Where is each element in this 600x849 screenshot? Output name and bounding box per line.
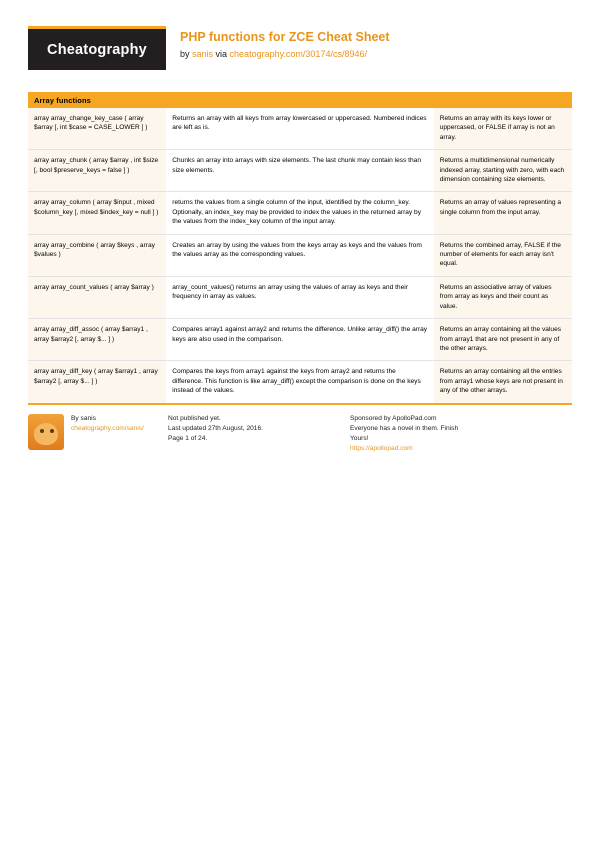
cell-signature: array array_chunk ( array $array , int $size [, bool $preserve_keys = false ] ) [28,150,166,192]
footer-author-text [71,414,144,454]
cell-description: array_count_values() returns an array using the values of array as keys and their frequency in array as values. [166,276,433,318]
sponsor-prefix: Sponsored by [350,414,393,422]
sponsor-link[interactable]: https://apollopad.com [350,444,413,452]
byline-prefix: by [180,49,193,59]
sponsor-line [350,414,540,424]
table-row [28,276,572,318]
publish-status: Not published yet. [168,414,221,422]
cell-returns: Returns an array containing all the values from array1 that are not present in any of the other arrays. [434,319,572,361]
page-number: Page 1 of 24. [168,434,208,442]
cell-signature: array array_diff_key ( array $array1 , array $array2 [, array $... ] ) [28,361,166,404]
last-updated: Last updated 27th August, 2016. [168,424,263,432]
footer-author-link[interactable]: cheatography.com/sanis/ [71,424,144,432]
cell-description: Creates an array by using the values from the keys array as keys and the values from the values array as the corresponding values. [166,234,433,276]
title-block [180,26,390,60]
footer-author-name: By sanis [71,414,96,422]
avatar [28,414,64,450]
table-row [28,192,572,234]
table-row [28,319,572,361]
cell-description: Returns an array with all keys from array lowercased or uppercased. Numbered indices are left as is. [166,108,433,150]
cell-signature: array array_column ( array $input , mixed $column_key [, mixed $index_key = null ] ) [28,192,166,234]
sponsor-tagline-1: Everyone has a novel in them. Finish [350,424,459,432]
sponsor-name: ApolloPad.com [392,414,437,422]
table-row [28,234,572,276]
cell-returns: Returns the combined array, FALSE if the number of elements for each array isn't equal. [434,234,572,276]
table-row [28,108,572,150]
byline [180,48,390,60]
cell-description: Chunks an array into arrays with size elements. The last chunk may contain less than size elements. [166,150,433,192]
array-functions-table [28,108,572,405]
footer-author-block [28,414,168,454]
cell-returns: Returns an array containing all the entries from array1 whose keys are not present in any of the other arrays. [434,361,572,404]
cell-signature: array array_count_values ( array $array ) [28,276,166,318]
footer-publish-block [168,414,350,454]
byline-via: via [213,49,230,59]
cell-signature: array array_change_key_case ( array $array [, int $case = CASE_LOWER ] ) [28,108,166,150]
table-row [28,150,572,192]
source-url-link[interactable]: cheatography.com/30174/cs/8946/ [229,49,367,59]
author-link[interactable]: sanis [192,49,214,59]
cell-description: Compares array1 against array2 and returns the difference. Unlike array_diff() the array keys are also used in the comparison. [166,319,433,361]
logo-text: Cheatography [47,41,147,58]
cell-returns: Returns an associative array of values from array as keys and their count as value. [434,276,572,318]
table-row [28,361,572,404]
cell-description: returns the values from a single column of the input, identified by the column_key. Optionally, an index_key may be provided to index the values in the returned array by the values from the index_key column of the input array. [166,192,433,234]
cell-returns: Returns a multidimensional numerically indexed array, starting with zero, with each dimension containing size elements. [434,150,572,192]
cell-returns: Returns an array of values representing a single column from the input array. [434,192,572,234]
cell-returns: Returns an array with its keys lower or uppercased, or FALSE if array is not an array. [434,108,572,150]
cheatography-logo[interactable] [28,26,166,70]
page-title: PHP functions for ZCE Cheat Sheet [180,30,390,44]
footer-sponsor-block [350,414,540,454]
page-footer [28,414,572,454]
section-header-array-functions: Array functions [28,92,572,108]
sponsor-tagline-2: Yours! [350,434,369,442]
table-body [28,108,572,404]
cell-signature: array array_diff_assoc ( array $array1 , array $array2 [, array $... ] ) [28,319,166,361]
page-header [28,26,572,74]
cell-signature: array array_combine ( array $keys , array $values ) [28,234,166,276]
cell-description: Compares the keys from array1 against the keys from array2 and returns the difference. This function is like array_diff() except the comparison is done on the keys instead of the values. [166,361,433,404]
